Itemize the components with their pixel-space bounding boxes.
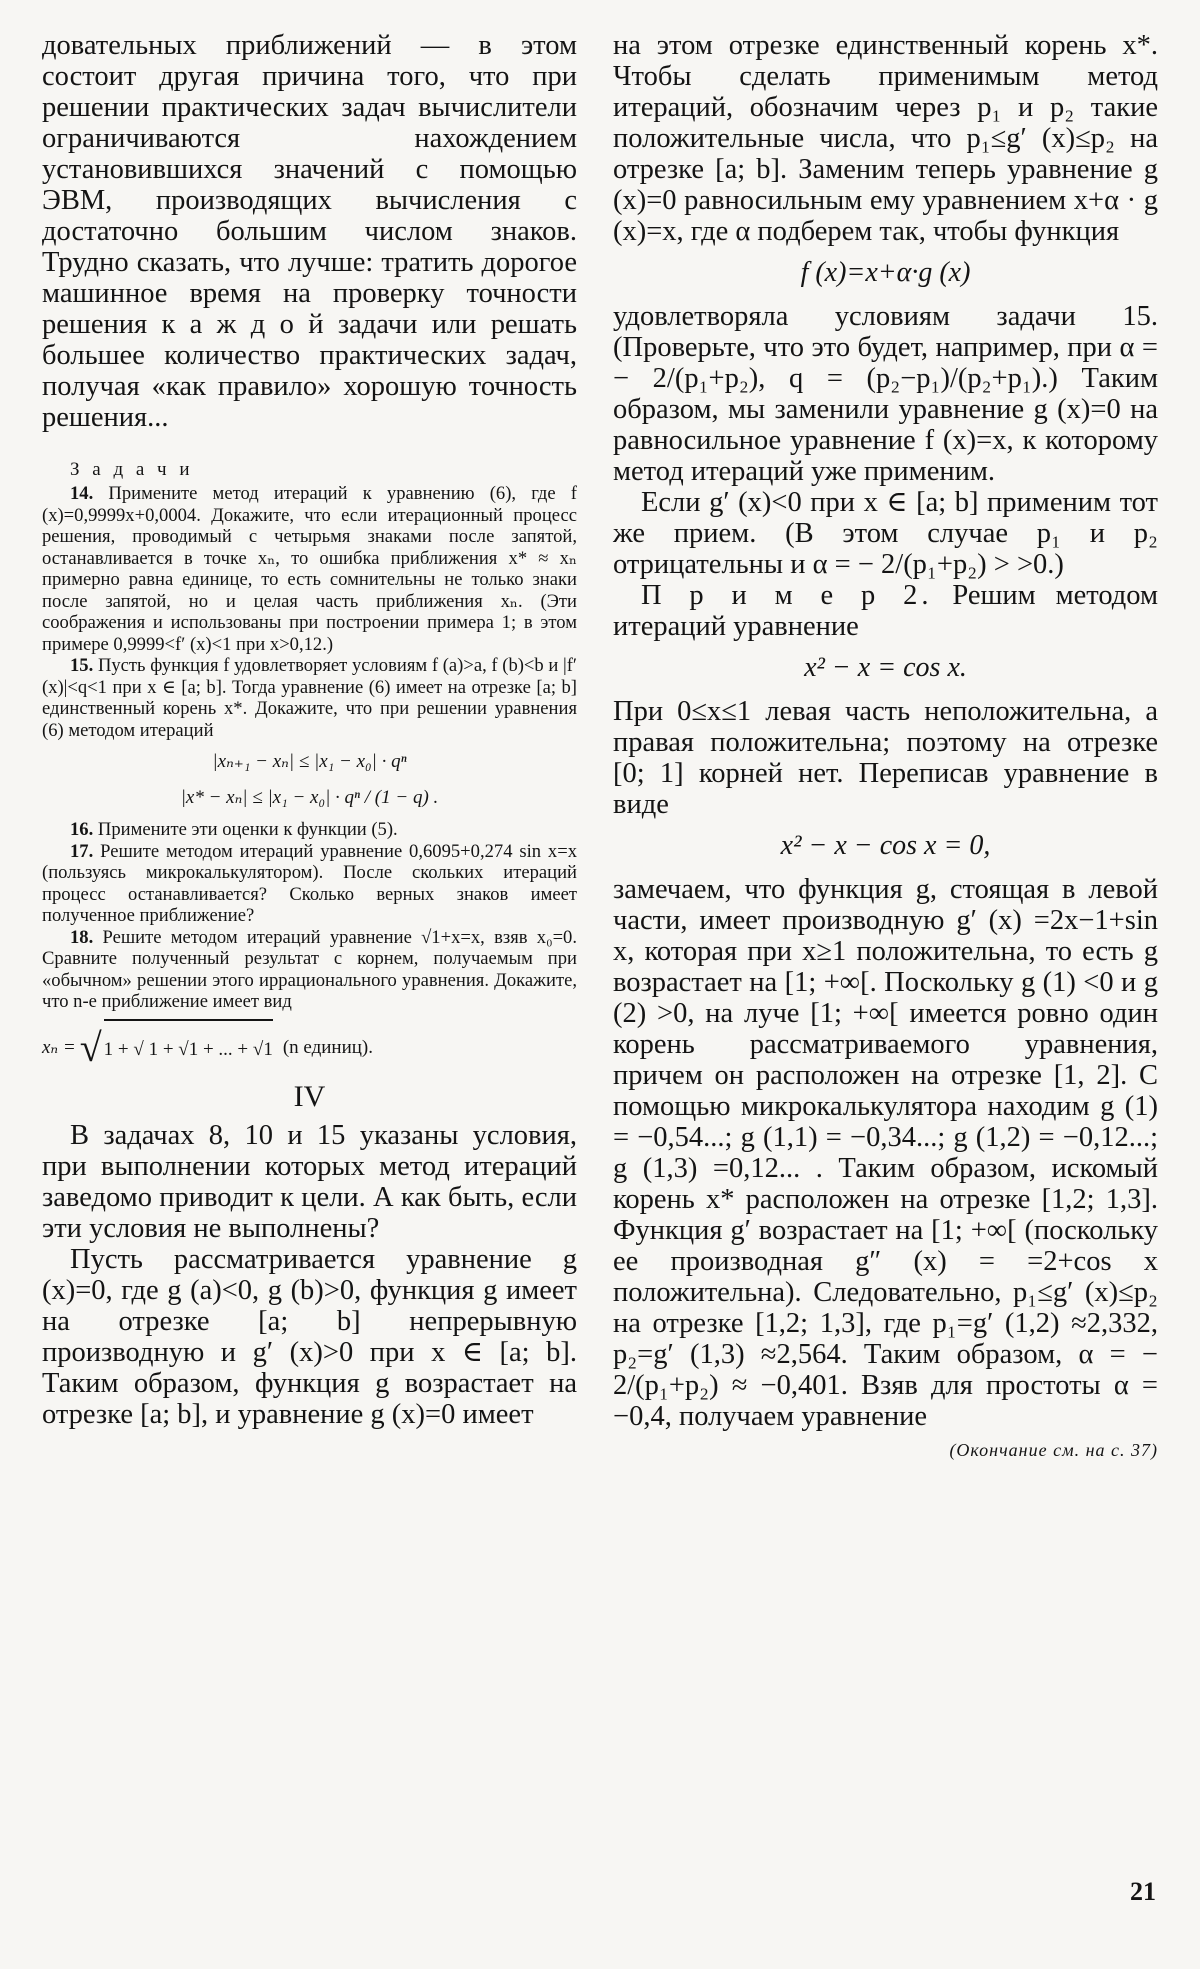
- task-number: 16.: [70, 819, 94, 840]
- formula-rewritten: x² − x − cos x = 0,: [780, 830, 991, 861]
- estimate-2: |x* − xₙ| ≤ |x₁ − x₀| · qⁿ / (1 − q) .: [180, 787, 439, 808]
- left-column: [42, 30, 577, 1430]
- task-15: [42, 655, 577, 741]
- paragraph-5: замечаем, что функция g, стоящая в левой части, имеет производную g′ (x) =2x−1+sin x, которая при x≥1 положительна, то есть g возрастает на [1; +∞[. Поскольку g (1) <0 и g (2) >0, на луче [1; +∞[ имеется ровно один корень рассматриваемого уравнения, причем он расположен на отрезке [1, 2]. С помощью микрокалькулятора находим g (1) = −0,54...; g (1,1) = −0,34...; g (1,2) = −0,12...; g (1,3) =0,12... . Таким образом, искомый корень x* расположен на отрезке [1,2; 1,3]. Функция g′ возрастает на [1; +∞[ (поскольку ее производная g″ (x) = =2+cos x положительна). Следовательно, p₁≤g′ (x)≤p₂ на отрезке [1,2; 1,3], где p₁=g′ (1,2) ≈2,332, p₂=g′ (1,3) ≈2,564. Таким образом, α = − 2/(p₁+p₂) ≈ −0,401. Взяв для простоты α = −0,4, получаем уравнение: [613, 874, 1158, 1432]
- page-number: 21: [1130, 1877, 1156, 1906]
- section-paragraph-1: В задачах 8, 10 и 15 указаны условия, при выполнении которых метод итераций заведомо приводит к цели. А как быть, если эти условия не выполнены?: [42, 1119, 577, 1244]
- tasks-heading: З а д а ч и: [70, 459, 194, 480]
- radical-sign-icon: √: [79, 1025, 102, 1070]
- formula-equation: x² − x = cos x.: [804, 652, 967, 683]
- task-text: Пусть функция f удовлетворяет условиям f (a)>a, f (b)<b и |f′ (x)|<q<1 при x ∈ [a; b]. Тогда уравнение (6) имеет на отрезке [a; b] единственный корень x*. Докажите, что при решении уравнения (6) методом итераций: [42, 655, 577, 741]
- formula-radicand: 1 + √ 1 + √1 + ... + √1: [104, 1019, 273, 1078]
- task-text: Примените эти оценки к функции (5).: [97, 819, 398, 840]
- formula-f: f (x)=x+α·g (x): [800, 257, 971, 288]
- formula-note: (n единиц).: [282, 1037, 374, 1058]
- task-16: [42, 819, 577, 841]
- task-18: [42, 927, 577, 1013]
- task-text: Примените метод итераций к уравнению (6), где f (x)=0,9999x+0,0004. Докажите, что если итерационный процесс решения, проводимый с четырьмя знаками после запятой, останавливается в точке xₙ, то ошибка приближения x* ≈ xₙ примерно равна единице, то есть сомнительны не только знаки после запятой, но и целая часть приближения xₙ. (Эти соображения и использованы при построении примера 1; в этом примере 0,9999<f′ (x)<1 при x>0,12.): [42, 483, 577, 655]
- task-number: 17.: [70, 840, 94, 862]
- paragraph-2: удовлетворяла условиям задачи 15. (Проверьте, что это будет, например, при α = − 2/(p₁+p₂), q = (p₂−p₁)/(p₂+p₁).) Таким образом, мы заменили уравнение g (x)=0 на равносильное уравнение f (x)=x, к которому метод итераций уже применим.: [613, 301, 1158, 487]
- paragraph-3: Если g′ (x)<0 при x ∈ [a; b] применим тот же прием. (В этом случае p₁ и p₂ отрицательны и α = − 2/(p₁+p₂) > >0.): [613, 487, 1158, 580]
- example-text: Решим методом итераций уравнение: [613, 580, 1159, 642]
- task-14: [42, 483, 577, 655]
- task-17: [42, 841, 577, 927]
- task-number: 18.: [70, 926, 94, 948]
- paragraph-4: При 0≤x≤1 левая часть неположительна, а правая положительна; поэтому на отрезке [0; 1] корней нет. Переписав уравнение в виде: [613, 696, 1158, 820]
- example-paragraph: [613, 580, 1158, 642]
- right-column: [613, 30, 1158, 1461]
- intro-paragraph: довательных приближений — в этом состоит другая причина того, что при решении практических задач вычислители ограничиваются нахождением установившихся значений с помощью ЭВМ, производящих вычисления с достаточно большим числом знаков. Трудно сказать, что лучше: тратить дорогое машинное время на проверку точности решения к а ж д о й задачи или решать большее количество практических задач, получая «как правило» хорошую точность решения...: [42, 30, 577, 433]
- section-number: IV: [293, 1079, 326, 1113]
- nested-radical-formula: [42, 1019, 577, 1078]
- task-number: 14.: [70, 483, 94, 504]
- example-label: П р и м е р 2.: [641, 580, 933, 611]
- task-number: 15.: [70, 655, 94, 676]
- continuation-note: (Окончание см. на с. 37): [949, 1440, 1158, 1460]
- task-text: Решите методом итераций уравнение 0,6095+0,274 sin x=x (пользуясь микрокалькулятором). После скольких итераций процесс останавливается? Сколько верных знаков имеет полученное приближение?: [42, 840, 577, 926]
- paragraph-1: на этом отрезке единственный корень x*. Чтобы сделать применимым метод итераций, обозначим через p₁ и p₂ такие положительные числа, что p₁≤g′ (x)≤p₂ на отрезке [a; b]. Заменим теперь уравнение g (x)=0 равносильным ему уравнением x+α · g (x)=x, где α подберем так, чтобы функция: [613, 30, 1158, 247]
- formula-lhs: xₙ =: [42, 1037, 76, 1058]
- task-text: Решите методом итераций уравнение √1+x=x, взяв x₀=0. Сравните полученный результат с корнем, получаемым при «обычном» решении этого иррационального уравнения. Докажите, что n-е приближение имеет вид: [42, 926, 577, 1012]
- estimate-1: |xₙ₊₁ − xₙ| ≤ |x₁ − x₀| · qⁿ: [212, 751, 407, 772]
- section-paragraph-2: Пусть рассматривается уравнение g (x)=0, где g (a)<0, g (b)>0, функция g имеет на отрезке [a; b] непрерывную производную и g′ (x)>0 при x ∈ [a; b]. Таким образом, функция g возрастает на отрезке [a; b], и уравнение g (x)=0 имеет: [42, 1243, 577, 1430]
